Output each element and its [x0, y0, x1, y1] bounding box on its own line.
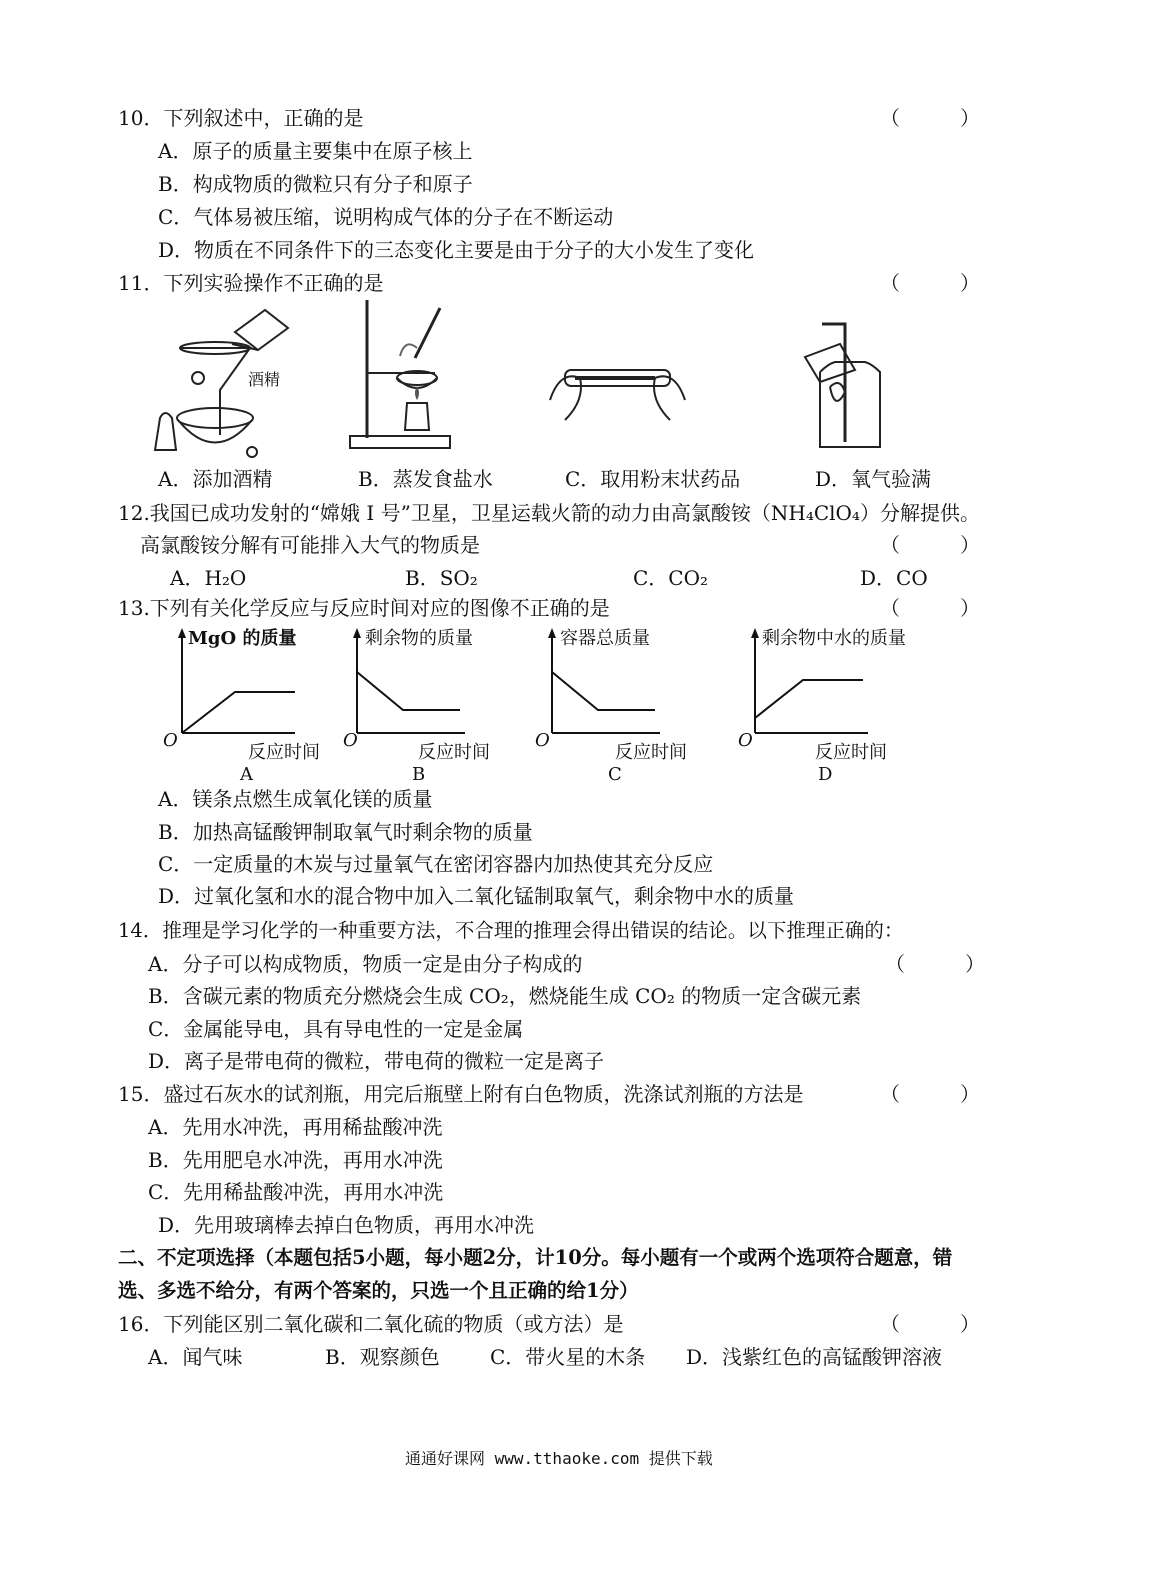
- graph-b-letter: B: [412, 764, 426, 785]
- q14-option-d: D．离子是带电荷的微粒，带电荷的微粒一定是离子: [148, 1049, 605, 1073]
- graph-b-xlabel: 反应时间: [418, 742, 490, 763]
- q16-option-a: A．闻气味: [148, 1345, 243, 1369]
- q13-option-b: B．加热高锰酸钾制取氧气时剩余物的质量: [158, 820, 533, 844]
- q11-option-c: C．取用粉末状药品: [565, 467, 741, 491]
- graph-c-letter: C: [608, 764, 622, 785]
- q16-answer-paren: （ ）: [880, 1312, 980, 1336]
- q13-answer-paren: （ ）: [880, 596, 980, 620]
- q16-option-d: D．浅紫红色的高锰酸钾溶液: [686, 1345, 943, 1369]
- q15-option-d: D．先用玻璃棒去掉白色物质，再用水冲洗: [158, 1213, 535, 1237]
- graph-a-letter: A: [240, 764, 253, 785]
- page-footer: 通通好课网 www.tthaoke.com 提供下载: [405, 1449, 713, 1468]
- graph-c-origin: O: [535, 730, 550, 751]
- q10-option-b: B．构成物质的微粒只有分子和原子: [158, 172, 473, 196]
- oxygen-test-figure: [800, 322, 890, 452]
- q11-answer-paren: （ ）: [880, 271, 980, 295]
- q12-stem-line2: 高氯酸铵分解有可能排入大气的物质是: [140, 533, 480, 557]
- graph-d-letter: D: [818, 764, 833, 785]
- q10-option-d: D．物质在不同条件下的三态变化主要是由于分子的大小发生了变化: [158, 238, 755, 262]
- q14-option-c: C．金属能导电，具有导电性的一定是金属: [148, 1017, 524, 1041]
- q15-answer-paren: （ ）: [880, 1082, 980, 1106]
- q15-option-b: B．先用肥皂水冲洗，再用水冲洗: [148, 1148, 443, 1172]
- q12-option-b: B．SO₂: [405, 566, 478, 590]
- q11-stem: 11．下列实验操作不正确的是: [118, 271, 384, 295]
- graph-b-ylabel: 剩余物的质量: [365, 628, 473, 649]
- q15-stem: 15．盛过石灰水的试剂瓶，用完后瓶壁上附有白色物质，洗涤试剂瓶的方法是: [118, 1082, 804, 1106]
- q12-option-a: A．H₂O: [170, 566, 247, 590]
- q16-stem: 16．下列能区别二氧化碳和二氧化硫的物质（或方法）是: [118, 1312, 624, 1336]
- q13-stem: 13.下列有关化学反应与反应时间对应的图像不正确的是: [118, 596, 610, 620]
- q16-option-c: C．带火星的木条: [490, 1345, 646, 1369]
- alcohol-lamp-figure: [140, 300, 310, 460]
- q13-option-a: A．镁条点燃生成氧化镁的质量: [158, 787, 433, 811]
- alcohol-label: 酒精: [248, 370, 281, 389]
- q11-option-a: A．添加酒精: [158, 467, 273, 491]
- graph-d-xlabel: 反应时间: [815, 742, 887, 763]
- q10-option-c: C．气体易被压缩，说明构成气体的分子在不断运动: [158, 205, 614, 229]
- q14-answer-paren: （ ）: [885, 952, 985, 976]
- q12-stem: [118, 500, 980, 526]
- q10-stem: 10．下列叙述中，正确的是: [118, 106, 364, 130]
- evaporation-figure: [345, 298, 455, 453]
- q13-option-d: D．过氧化氢和水的混合物中加入二氧化锰制取氧气，剩余物中水的质量: [158, 884, 795, 908]
- graph-a-ylabel: MgO 的质量: [188, 628, 297, 649]
- q10-answer-paren: （ ）: [880, 106, 980, 130]
- q11-option-d: D．氧气验满: [815, 467, 932, 491]
- graph-d-ylabel: 剩余物中水的质量: [762, 628, 906, 649]
- q12-stem-part-b: ）分解提供。: [859, 501, 980, 525]
- q14-option-b: B．含碳元素的物质充分燃烧会生成 CO₂，燃烧能生成 CO₂ 的物质一定含碳元素: [148, 984, 862, 1008]
- q12-option-d: D．CO: [860, 566, 928, 590]
- graph-a-xlabel: 反应时间: [248, 742, 320, 763]
- powder-sampling-figure: [545, 350, 690, 430]
- q11-option-b: B．蒸发食盐水: [358, 467, 493, 491]
- graph-c-xlabel: 反应时间: [615, 742, 687, 763]
- q15-option-a: A．先用水冲洗，再用稀盐酸冲洗: [148, 1115, 443, 1139]
- graph-a-origin: O: [163, 730, 178, 751]
- q14-stem: 14．推理是学习化学的一种重要方法，不合理的推理会得出错误的结论。以下推理正确的：: [118, 919, 904, 942]
- q14-option-a: A．分子可以构成物质，物质一定是由分子构成的: [148, 952, 583, 976]
- q12-stem-part-a: 12.我国已成功发射的“嫦娥 I 号”卫星，卫星运载火箭的动力由高氯酸铵（: [118, 501, 771, 525]
- graph-b-origin: O: [343, 730, 358, 751]
- q15-option-c: C．先用稀盐酸冲洗，再用水冲洗: [148, 1180, 444, 1204]
- q12-formula: NH₄ClO₄: [770, 501, 860, 525]
- q12-answer-paren: （ ）: [880, 533, 980, 557]
- q13-option-c: C．一定质量的木炭与过量氧气在密闭容器内加热使其充分反应: [158, 852, 714, 876]
- q16-option-b: B．观察颜色: [325, 1345, 440, 1369]
- section2-heading-line1: 二、不定项选择（本题包括5小题，每小题2分，计10分。每小题有一个或两个选项符合题意，错: [118, 1246, 953, 1269]
- graph-d-origin: O: [738, 730, 753, 751]
- section2-heading-line2: 选、多选不给分，有两个答案的，只选一个且正确的给1分）: [118, 1279, 639, 1302]
- q12-option-c: C．CO₂: [633, 566, 709, 590]
- graph-c-ylabel: 容器总质量: [560, 628, 650, 649]
- q10-option-a: A．原子的质量主要集中在原子核上: [158, 139, 473, 163]
